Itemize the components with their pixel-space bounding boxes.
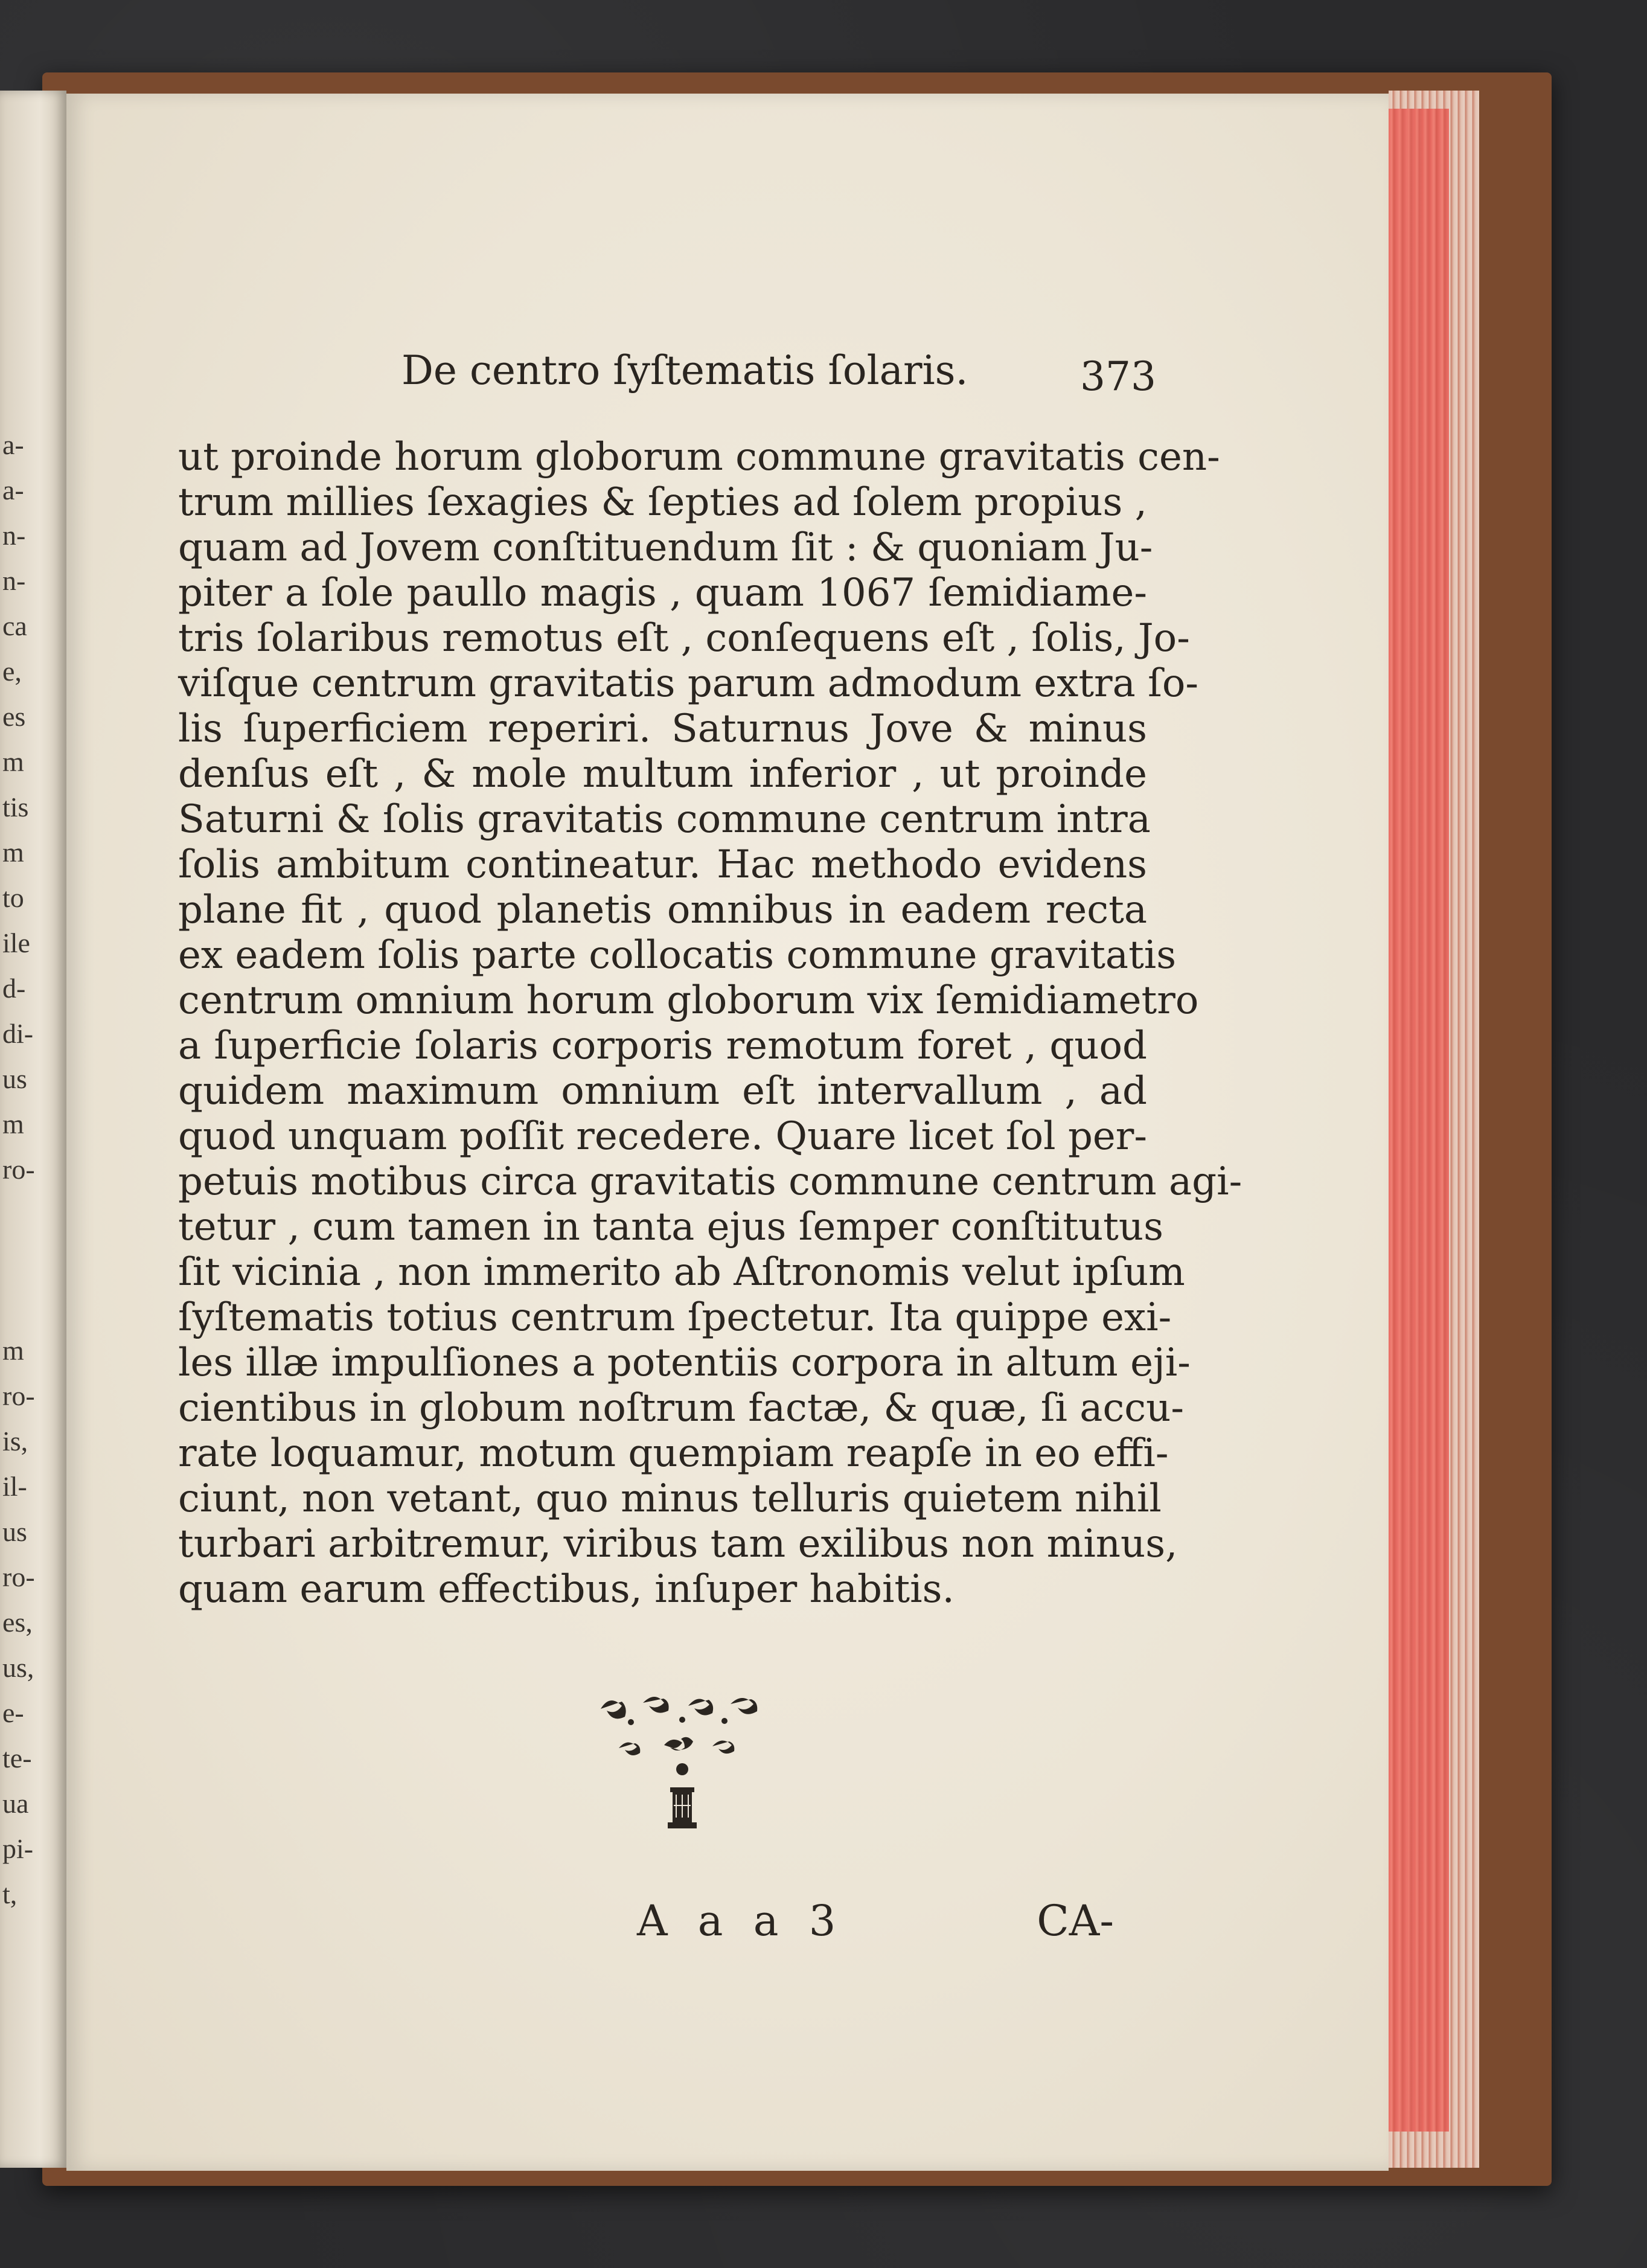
text-line: lis ſuperficiem reperiri. Saturnus Jove & minus: [178, 706, 1147, 751]
text-line: plane fit , quod planetis omnibus in eadem recta: [178, 888, 1147, 932]
text-line: a ſuperficie ſolaris corporis remotum foret , quod: [178, 1023, 1147, 1068]
signature-mark: A a a 3: [637, 1896, 845, 1946]
text-line: rate loquamur, motum quempiam reapſe in eo effi-: [178, 1431, 1169, 1476]
text-line: ſit vicinia , non immerito ab Aſtronomis velut ipſum: [178, 1250, 1185, 1295]
left-fragment: us,: [2, 1652, 34, 1683]
body-text: [178, 435, 1242, 1612]
left-fragment: ro-: [2, 1154, 35, 1185]
left-fragment: to: [2, 882, 24, 913]
left-fragment: te-: [2, 1743, 32, 1773]
running-title: De centro ſyſtematis ſolaris.: [401, 347, 968, 394]
left-fragment: tis: [2, 792, 29, 822]
page-footer: [637, 1896, 1114, 1950]
left-fragment: m: [2, 1335, 24, 1366]
left-fragment: n-: [2, 565, 26, 596]
page-number: 373: [1080, 353, 1156, 400]
text-line: ſolis ambitum contineatur. Hac methodo evidens: [178, 842, 1147, 887]
catchword: CA-: [1037, 1896, 1114, 1946]
left-fragment: pi-: [2, 1833, 34, 1864]
text-line: quidem maximum omnium eſt intervallum , ad: [178, 1069, 1147, 1113]
floral-tailpiece-icon: [595, 1691, 770, 1830]
text-line: Saturni & ſolis gravitatis commune centrum intra: [178, 797, 1151, 842]
left-fragment: ua: [2, 1788, 29, 1819]
left-fragment: es,: [2, 1607, 33, 1638]
left-fragment: e,: [2, 656, 22, 687]
left-fragment: ca: [2, 610, 27, 641]
text-line: tris ſolaribus remotus eſt , conſequens eſt , ſolis, Jo-: [178, 616, 1190, 661]
text-line: ſyſtematis totius centrum ſpectetur. Ita quippe exi-: [178, 1295, 1172, 1340]
text-line: viſque centrum gravitatis parum admodum extra ſo-: [178, 661, 1198, 706]
text-line: quam ad Jovem conſtituendum ſit : & quoniam Ju-: [178, 525, 1153, 570]
red-page-edge: [1389, 109, 1449, 2132]
left-fragment: us: [2, 1063, 27, 1094]
left-fragment: t,: [2, 1879, 18, 1909]
left-fragment: n-: [2, 520, 26, 551]
left-fragment: m: [2, 837, 24, 868]
left-fragment: es: [2, 701, 26, 732]
left-fragment: m: [2, 746, 24, 777]
text-line: turbari arbitremur, viribus tam exilibus non minus,: [178, 1522, 1178, 1566]
text-line: quod unquam poſſit recedere. Quare licet ſol per-: [178, 1114, 1147, 1159]
text-line: petuis motibus circa gravitatis commune centrum agi-: [178, 1159, 1242, 1204]
text-line: denſus eſt , & mole multum inferior , ut proinde: [178, 752, 1147, 796]
text-line: piter a ſole paullo magis , quam 1067 ſemidiame-: [178, 571, 1147, 615]
left-fragment: ro-: [2, 1562, 35, 1592]
left-fragment: a-: [2, 475, 24, 505]
left-fragment: a-: [2, 429, 24, 460]
text-line: les illæ impulſiones a potentiis corpora in altum eji-: [178, 1341, 1191, 1385]
left-fragment: ile: [2, 927, 30, 958]
page-header: [401, 347, 1156, 402]
left-fragment: il-: [2, 1471, 27, 1502]
left-fragment: d-: [2, 973, 26, 1004]
text-line: centrum omnium horum globorum vix ſemidiametro: [178, 978, 1199, 1023]
text-line: cientibus in globum noſtrum factæ, & quæ, ſi accu-: [178, 1386, 1184, 1430]
left-fragment: e-: [2, 1697, 24, 1728]
text-line: ciunt, non vetant, quo minus telluris quietem nihil: [178, 1476, 1162, 1521]
text-line: trum millies ſexagies & ſepties ad ſolem propius ,: [178, 480, 1147, 525]
text-line: ut proinde horum globorum commune gravitatis cen-: [178, 435, 1220, 479]
text-line: ex eadem ſolis parte collocatis commune gravitatis: [178, 933, 1177, 978]
text-line: quam earum effectibus, inſuper habitis.: [178, 1567, 955, 1612]
left-fragment: di-: [2, 1018, 34, 1049]
left-fragment: ro-: [2, 1380, 35, 1411]
left-fragment: is,: [2, 1426, 28, 1456]
left-page-edge: [0, 91, 66, 2168]
left-fragment: us: [2, 1516, 27, 1547]
left-fragment: m: [2, 1109, 24, 1139]
text-line: tetur , cum tamen in tanta ejus ſemper conſtitutus: [178, 1205, 1163, 1249]
